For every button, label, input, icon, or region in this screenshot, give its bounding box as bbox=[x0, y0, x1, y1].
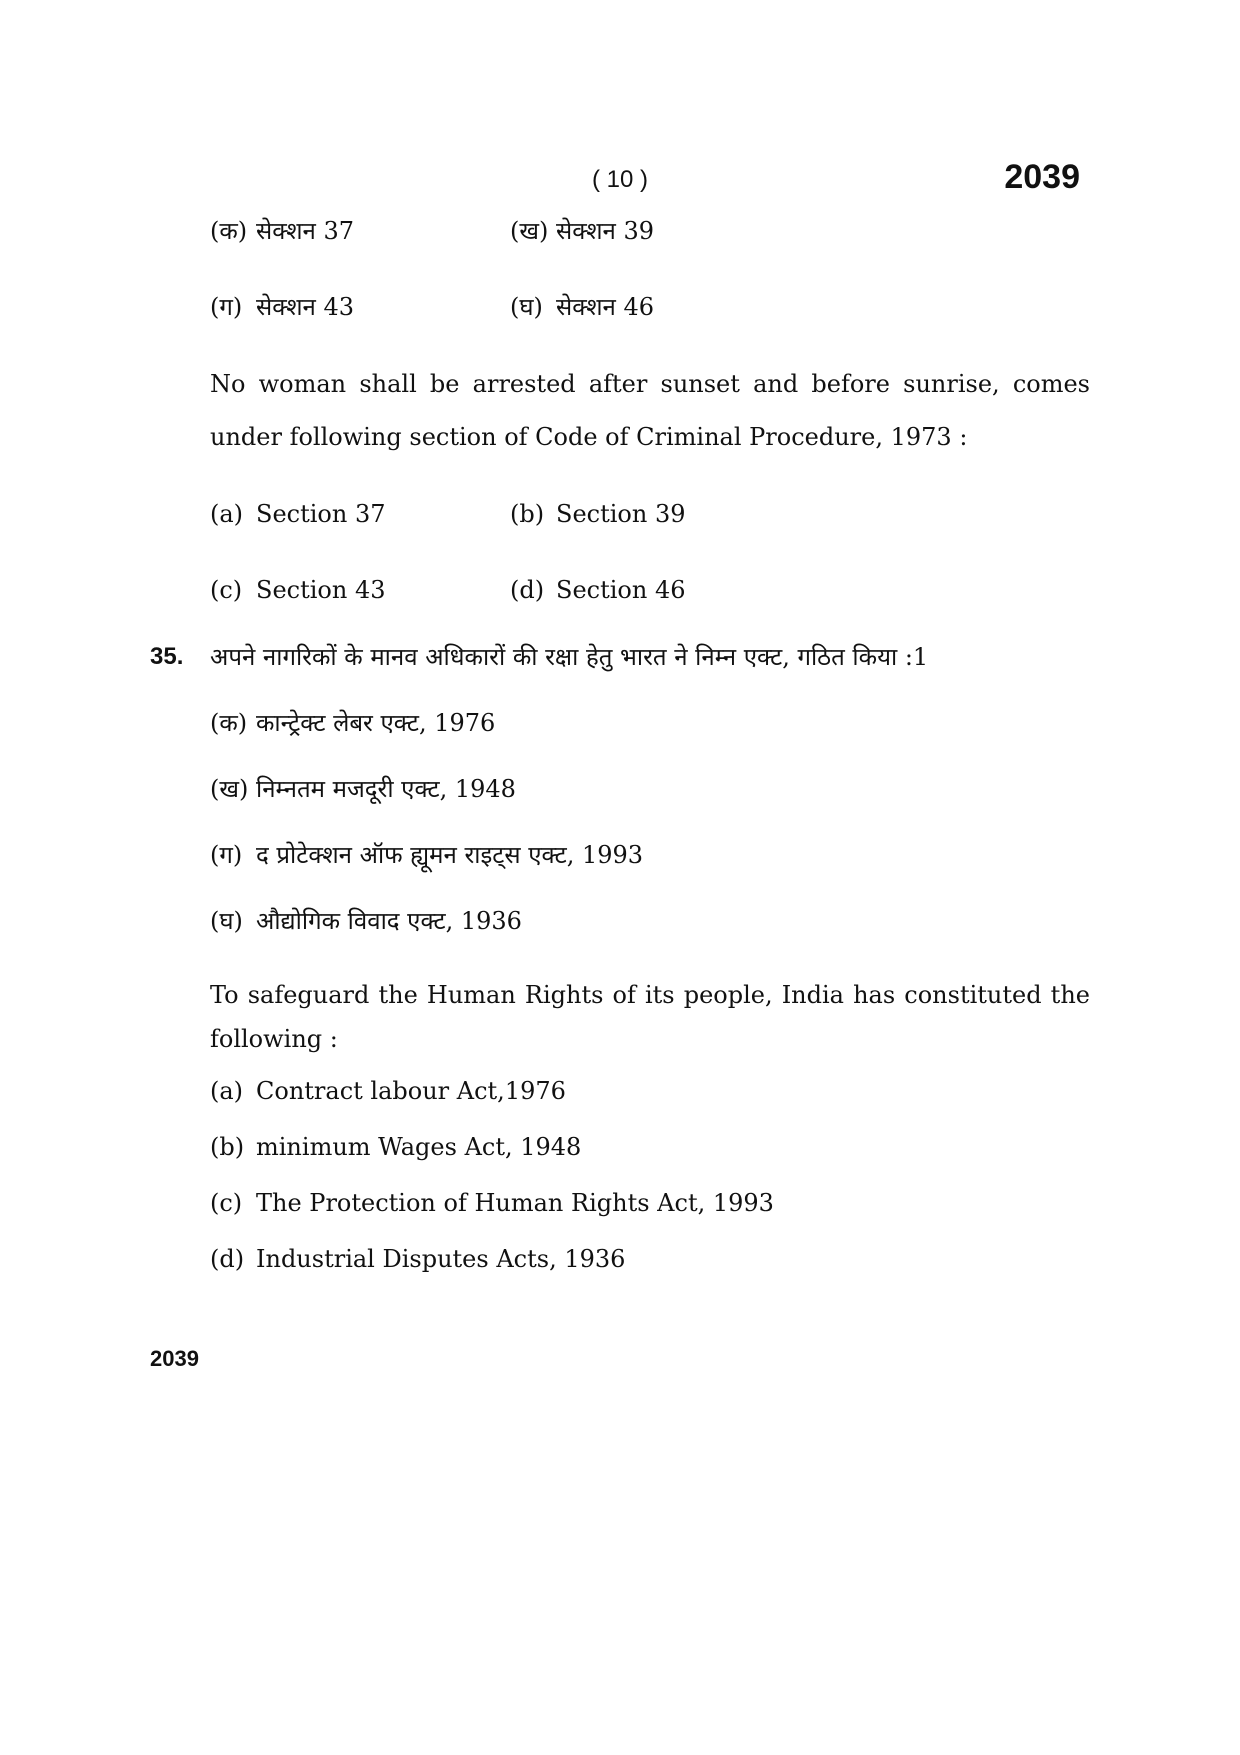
option-text: Section 37 bbox=[256, 500, 386, 528]
option-marker: (a) bbox=[210, 500, 244, 528]
question-number: 35. bbox=[150, 643, 184, 670]
q35-hindi-option-d bbox=[210, 904, 522, 937]
q34-english-question: No woman shall be arrested after sunset and before sunrise, comes under following section of Code of Criminal Procedure, 1973 : bbox=[210, 370, 1090, 451]
option-marker: (ग) bbox=[210, 293, 243, 321]
q35-english-question: To safeguard the Human Rights of its people, India has constituted the following : bbox=[210, 981, 1090, 1053]
option-text: minimum Wages Act, 1948 bbox=[256, 1133, 582, 1161]
option-text: कान्ट्रेक्ट लेबर एक्ट, 1976 bbox=[256, 709, 496, 737]
option-text: सेक्शन 43 bbox=[256, 293, 355, 321]
option-marker: (घ) bbox=[510, 293, 543, 321]
option-text: Contract labour Act,1976 bbox=[256, 1077, 566, 1105]
q35-english-option-a bbox=[210, 1077, 566, 1105]
option-text: सेक्शन 37 bbox=[256, 217, 355, 245]
q35-hindi-option-b bbox=[210, 772, 516, 805]
option-marker: (ख) bbox=[510, 217, 549, 245]
q35-hindi-question: अपने नागरिकों के मानव अधिकारों की रक्षा हेतु भारत ने निम्न एक्ट, गठित किया :1 bbox=[210, 643, 929, 671]
option-text: सेक्शन 46 bbox=[556, 293, 655, 321]
option-text: Industrial Disputes Acts, 1936 bbox=[256, 1245, 626, 1273]
option-marker: (c) bbox=[210, 1189, 243, 1217]
option-marker: (घ) bbox=[210, 907, 243, 935]
page-number: ( 10 ) bbox=[591, 166, 648, 193]
option-marker: (c) bbox=[210, 576, 243, 604]
option-text: सेक्शन 39 bbox=[556, 217, 655, 245]
option-marker: (क) bbox=[210, 217, 248, 245]
option-marker: (d) bbox=[510, 576, 545, 604]
q34-hindi-option-b bbox=[510, 214, 654, 247]
option-text: औद्योगिक विवाद एक्ट, 1936 bbox=[256, 907, 522, 935]
option-marker: (d) bbox=[210, 1245, 245, 1273]
option-text: The Protection of Human Rights Act, 1993 bbox=[256, 1189, 774, 1217]
q35-hindi-option-c bbox=[210, 838, 643, 871]
paper-code-footer: 2039 bbox=[150, 1346, 199, 1371]
q35-english-option-c bbox=[210, 1189, 774, 1217]
q34-english-option-d bbox=[510, 576, 685, 604]
option-marker: (b) bbox=[510, 500, 545, 528]
q34-english-option-a bbox=[210, 500, 385, 528]
option-text: Section 46 bbox=[556, 576, 686, 604]
option-marker: (b) bbox=[210, 1133, 245, 1161]
option-marker: (क) bbox=[210, 709, 248, 737]
option-marker: (a) bbox=[210, 1077, 244, 1105]
option-text: निम्नतम मजदूरी एक्ट, 1948 bbox=[256, 775, 516, 803]
option-marker: (ग) bbox=[210, 841, 243, 869]
q34-hindi-option-c bbox=[210, 290, 354, 323]
q34-english-option-b bbox=[510, 500, 685, 528]
q34-hindi-option-d bbox=[510, 290, 654, 323]
option-text: Section 43 bbox=[256, 576, 386, 604]
q35-english-option-d bbox=[210, 1245, 625, 1273]
paper-code-header: 2039 bbox=[1004, 158, 1080, 196]
q35-hindi-option-a bbox=[210, 706, 495, 739]
option-marker: (ख) bbox=[210, 775, 249, 803]
option-text: Section 39 bbox=[556, 500, 686, 528]
q34-english-option-c bbox=[210, 576, 385, 604]
q35-english-option-b bbox=[210, 1133, 581, 1161]
q34-hindi-option-a bbox=[210, 214, 354, 247]
option-text: द प्रोटेक्शन ऑफ ह्यूमन राइट्स एक्ट, 1993 bbox=[256, 841, 644, 869]
